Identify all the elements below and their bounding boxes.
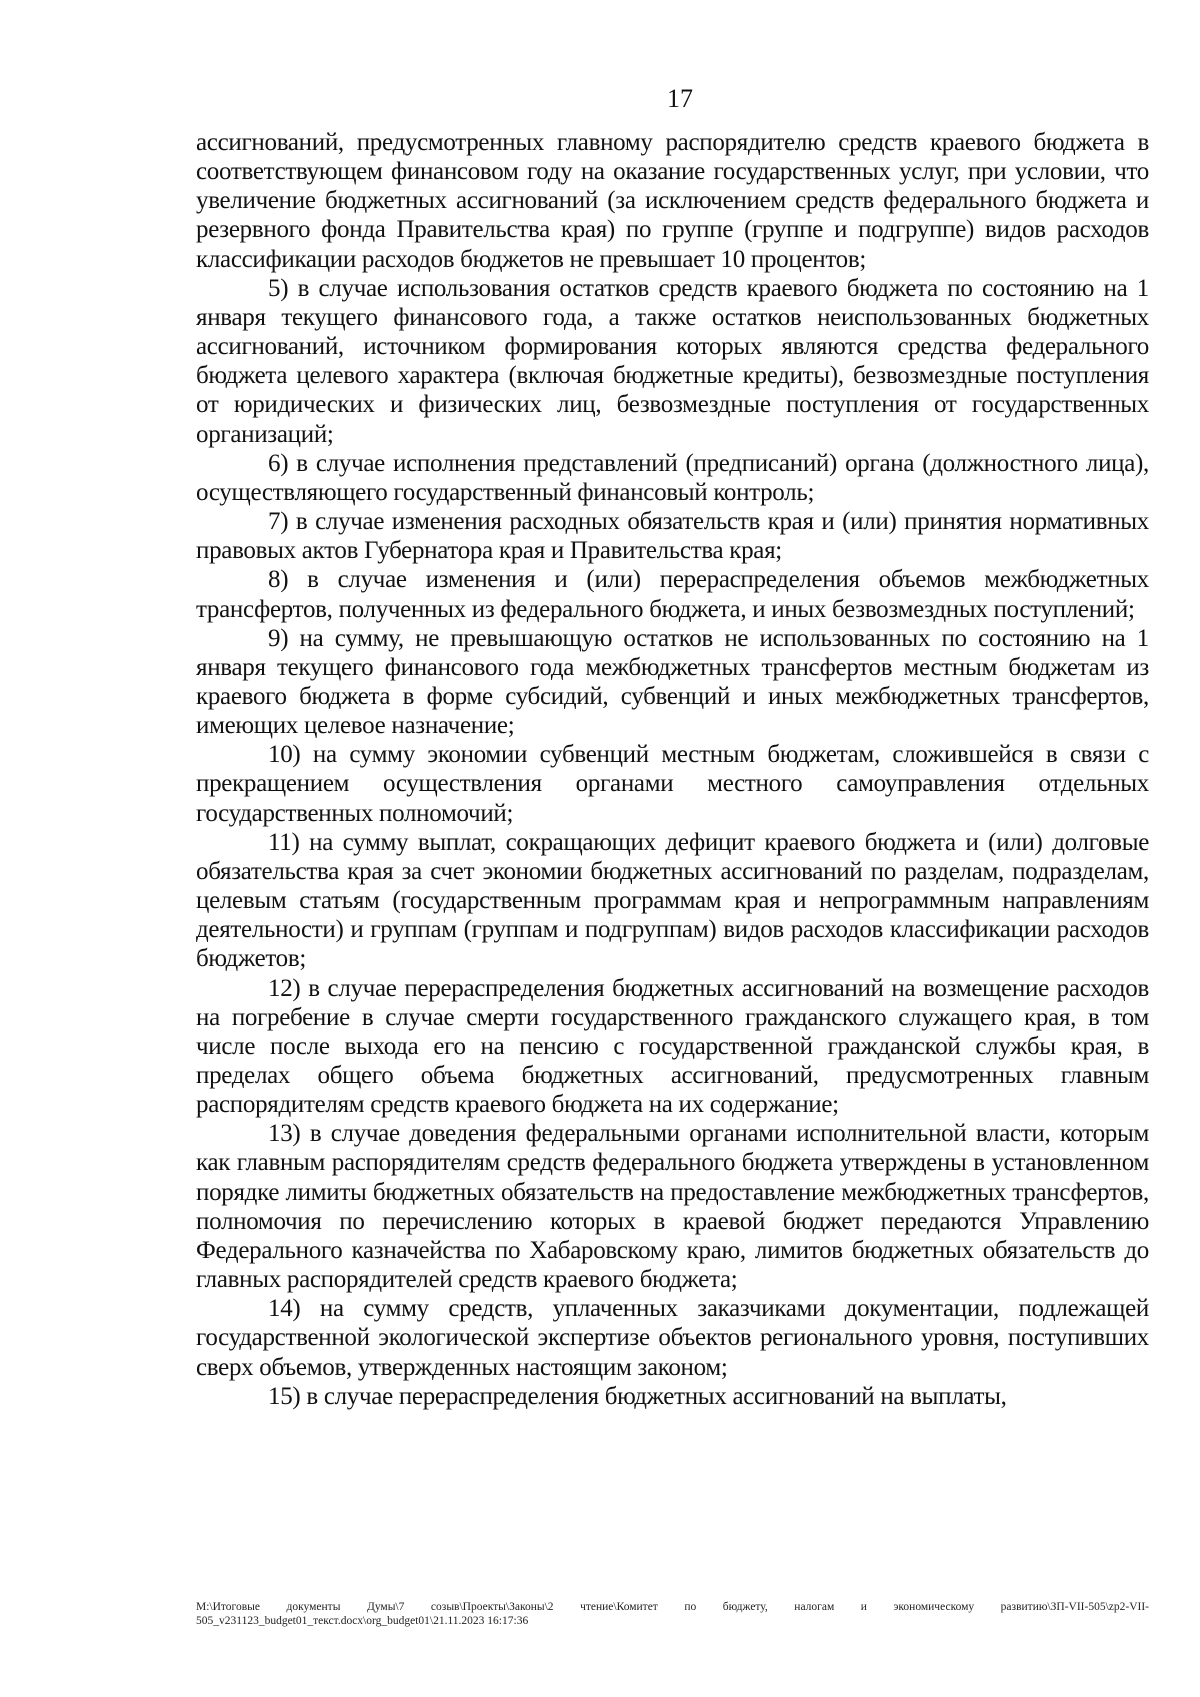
- paragraph-item-8: 8) в случае изменения и (или) перераспределения объемов межбюджетных трансфертов, полученных из федерального бюджета, и иных безвозмездных поступлений;: [196, 566, 1149, 623]
- paragraph-continuation: ассигнований, предусмотренных главному распорядителю средств краевого бюджета в соответствующем финансовом году на оказание государственных услуг, при условии, что увеличение бюджетных ассигнований (за исключением средств федерального бюджета и резервного фонда Правительства края) по группе (группе и подгруппе) видов расходов классификации расходов бюджетов не превышает 10 процентов;: [196, 129, 1149, 273]
- page-number: 17: [667, 84, 693, 113]
- paragraph-item-14: 14) на сумму средств, уплаченных заказчиками документации, подлежащей государственной экологической экспертизе объектов регионального уровня, поступивших сверх объемов, утвержденных настоящим законом;: [196, 1295, 1149, 1381]
- paragraph-item-11: 11) на сумму выплат, сокращающих дефицит краевого бюджета и (или) долговые обязательства края за счет экономии бюджетных ассигнований по разделам, подразделам, целевым статьям (государственным программам края и непрограммным направлениям деятельности) и группам (группам и подгруппам) видов расходов классификации расходов бюджетов;: [196, 828, 1149, 973]
- paragraph-item-15: 15) в случае перераспределения бюджетных ассигнований на выплаты,: [268, 1382, 1007, 1410]
- paragraph-item-13: 13) в случае доведения федеральными органами исполнительной власти, которым как главным распорядителям средств федерального бюджета утверждены в установленном порядке лимиты бюджетных обязательств на предоставление межбюджетных трансфертов, полномочия по перечислению которых в краевой бюджет передаются Управлению Федерального казначейства по Хабаровскому краю, лимитов бюджетных обязательств до главных распорядителей средств краевого бюджета;: [196, 1120, 1149, 1294]
- paragraph-item-5: 5) в случае использования остатков средств краевого бюджета по состоянию на 1 января текущего финансового года, а также остатков неиспользованных бюджетных ассигнований, источником формирования которых являются средства федерального бюджета целевого характера (включая бюджетные кредиты), безвозмездные поступления от юридических и физических лиц, безвозмездные поступления от государственных организаций;: [196, 274, 1149, 448]
- paragraph-item-7: 7) в случае изменения расходных обязательств края и (или) принятия нормативных правовых актов Губернатора края и Правительства края;: [196, 508, 1149, 565]
- paragraph-item-6: 6) в случае исполнения представлений (предписаний) органа (должностного лица), осуществляющего государственный финансовый контроль;: [196, 449, 1149, 506]
- paragraph-item-12: 12) в случае перераспределения бюджетных ассигнований на возмещение расходов на погребение в случае смерти государственного гражданского служащего края, в том числе после выхода его на пенсию с государственной гражданской службы края, в пределах общего объема бюджетных ассигнований, предусмотренных главным распорядителям средств краевого бюджета на их содержание;: [196, 974, 1149, 1119]
- paragraph-item-9: 9) на сумму, не превышающую остатков не использованных по состоянию на 1 января текущего финансового года межбюджетных трансфертов местным бюджетам из краевого бюджета в форме субсидий, субвенций и иных межбюджетных трансфертов, имеющих целевое назначение;: [196, 624, 1149, 740]
- paragraph-item-10: 10) на сумму экономии субвенций местным бюджетам, сложившейся в связи с прекращением осуществления органами местного самоуправления отдельных государственных полномочий;: [196, 741, 1149, 827]
- document-body: [196, 128, 1149, 1411]
- document-footer-path: M:\Итоговые документы Думы\7 созыв\Проекты\Законы\2 чтение\Комитет по бюджету, налогам и экономическому развитию\ЗП-VII-505\zp2-VII-505_v231123_budget01_текст.docx\org_budget01\21.11.2023 16:17:36: [196, 1601, 1149, 1627]
